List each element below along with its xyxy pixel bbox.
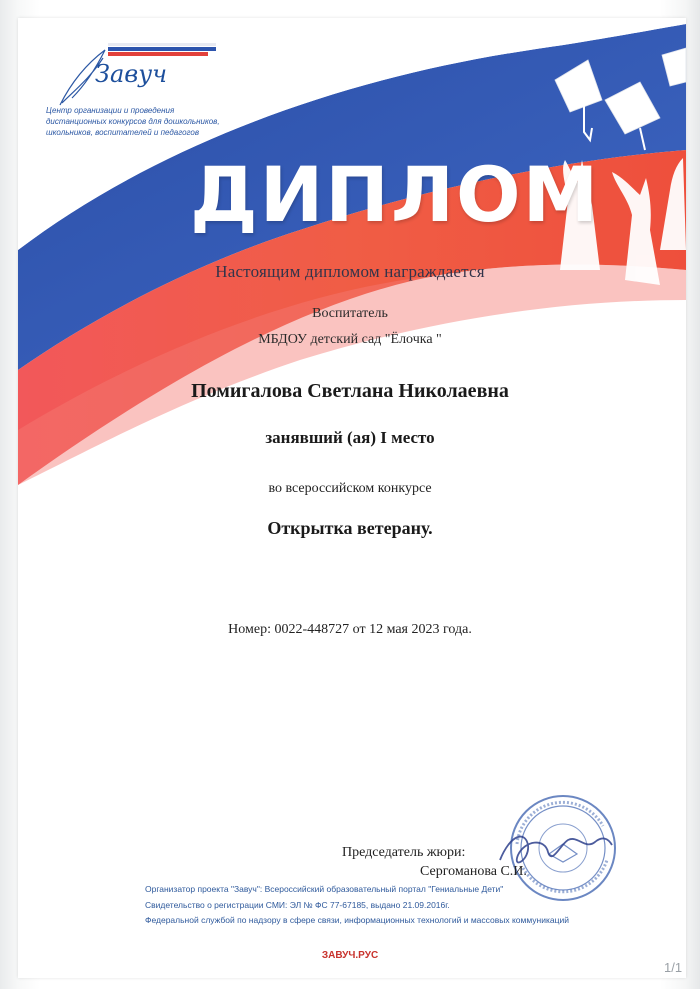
logo-subtitle-line: школьников, воспитателей и педагогов: [46, 128, 200, 137]
registration-line: Свидетельство о регистрации СМИ: ЭЛ № ФС 77-67185, выдано 21.09.2016г.: [145, 900, 450, 910]
page-indicator: 1/1: [664, 960, 683, 975]
logo-subtitle-line: дистанционных конкурсов для дошкольников,: [46, 117, 220, 126]
diploma-title: ДИПЛОМ: [190, 150, 601, 239]
round-seal-icon: [511, 796, 615, 900]
logo-subtitle-line: Центр организации и проведения: [46, 106, 175, 115]
jury-chair-label: Председатель жюри:: [342, 845, 466, 860]
authority-line: Федеральной службой по надзору в сфере связи, информационных технологий и массовых коммуникаций: [145, 915, 569, 925]
diploma-number: Номер: 0022-448727 от 12 мая 2023 года.: [228, 622, 472, 637]
award-place: занявший (ая) I место: [265, 428, 435, 447]
jury-chair-name: Сергоманова С.И.: [420, 864, 527, 879]
award-intro: Настоящим дипломом награждается: [215, 262, 485, 281]
competition-label: во всероссийском конкурсе: [268, 481, 432, 496]
recipient-position: Воспитатель: [312, 306, 388, 321]
recipient-name: Помигалова Светлана Николаевна: [191, 380, 509, 402]
recipient-organization: МБДОУ детский сад "Ёлочка ": [258, 332, 442, 347]
logo-wordmark: Завуч: [95, 60, 168, 88]
site-name[interactable]: ЗАВУЧ.РУС: [321, 950, 379, 961]
organizer-line: Организатор проекта "Завуч": Всероссийский образовательный портал "Гениальные Дети": [145, 884, 504, 894]
work-title: Открытка ветерану.: [267, 518, 433, 538]
